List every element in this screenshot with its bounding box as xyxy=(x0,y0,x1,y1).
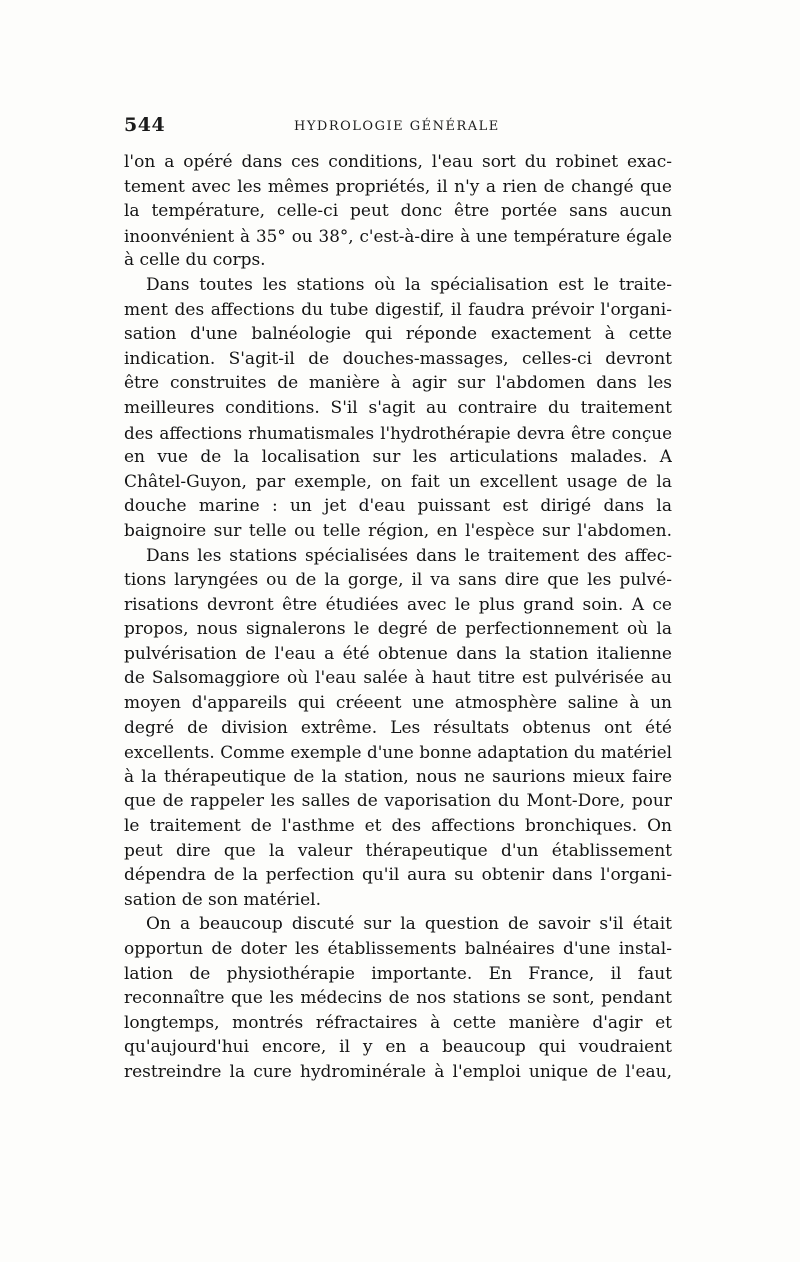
text-line: degré de division extrême. Les résultats obtenus ont été xyxy=(124,717,672,738)
text-line: propos, nous signalerons le degré de perfectionnement où la xyxy=(124,619,672,640)
text-line: sation d'une balnéologie qui réponde exactement à cette xyxy=(124,324,672,345)
text-line: à celle du corps. xyxy=(124,250,266,271)
text-line: longtemps, montrés réfractaires à cette manière d'agir et xyxy=(124,1012,672,1033)
text-line: tions laryngées ou de la gorge, il va sans dire que les pulvé- xyxy=(124,570,672,591)
text-line: inoonvénient à 35° ou 38°, c'est-à-dire à une température égale xyxy=(124,225,672,246)
paragraph-first-line: Dans toutes les stations où la spécialisation est le traite- xyxy=(146,274,672,295)
text-line: risations devront être étudiées avec le plus grand soin. A ce xyxy=(124,594,672,615)
text-line: restreindre la cure hydrominérale à l'emploi unique de l'eau, xyxy=(124,1061,672,1082)
text-line: reconnaître que les médecins de nos stations se sont, pendant xyxy=(124,988,672,1009)
text-line: douche marine : un jet d'eau puissant est dirigé dans la xyxy=(124,496,672,517)
text-line: l'on a opéré dans ces conditions, l'eau sort du robinet exac- xyxy=(124,152,672,172)
text-line: pulvérisation de l'eau a été obtenue dans la station italienne xyxy=(124,643,672,664)
running-title: HYDROLOGIE GÉNÉRALE xyxy=(294,119,500,134)
text-line: indication. S'agit-il de douches-massages, celles-ci devront xyxy=(124,348,672,369)
text-line: des affections rhumatismales l'hydrothérapie devra être conçue xyxy=(124,422,672,443)
text-line: ment des affections du tube digestif, il faudra prévoir l'organi- xyxy=(124,299,672,320)
page-number: 544 xyxy=(124,114,166,136)
text-line: en vue de la localisation sur les articulations malades. A xyxy=(124,447,672,468)
text-line: tement avec les mêmes propriétés, il n'y a rien de changé que xyxy=(124,176,672,197)
text-line: Châtel-Guyon, par exemple, on fait un excellent usage de la xyxy=(124,471,672,492)
text-line: lation de physiothérapie importante. En France, il faut xyxy=(124,963,672,984)
text-line: peut dire que la valeur thérapeutique d'un établissement xyxy=(124,840,672,861)
text-line: être construites de manière à agir sur l'abdomen dans les xyxy=(124,373,672,394)
text-line: de Salsomaggiore où l'eau salée à haut titre est pulvérisée au xyxy=(124,668,672,689)
text-line: meilleures conditions. S'il s'agit au contraire du traitement xyxy=(124,397,672,418)
text-line: que de rappeler les salles de vaporisation du Mont-Dore, pour xyxy=(124,791,672,812)
paragraph-first-line: Dans les stations spécialisées dans le traitement des affec- xyxy=(146,545,672,566)
body-text xyxy=(124,150,672,1085)
text-line: opportun de doter les établissements balnéaires d'une instal- xyxy=(124,939,672,959)
text-line: la température, celle-ci peut donc être portée sans aucun xyxy=(124,201,672,222)
text-line: le traitement de l'asthme et des affections bronchiques. On xyxy=(124,816,672,837)
text-line: baignoire sur telle ou telle région, en l'espèce sur l'abdomen. xyxy=(124,520,672,541)
paragraph-first-line: On a beaucoup discuté sur la question de savoir s'il était xyxy=(146,914,672,935)
page-header xyxy=(124,114,676,138)
text-line: qu'aujourd'hui encore, il y en a beaucoup qui voudraient xyxy=(124,1037,672,1058)
text-line: dépendra de la perfection qu'il aura su obtenir dans l'organi- xyxy=(124,865,672,886)
text-line: excellents. Comme exemple d'une bonne adaptation du matériel xyxy=(124,742,672,763)
text-line: moyen d'appareils qui créeent une atmosphère saline à un xyxy=(124,693,672,714)
text-line: sation de son matériel. xyxy=(124,889,321,910)
text-line: à la thérapeutique de la station, nous ne saurions mieux faire xyxy=(124,766,672,787)
